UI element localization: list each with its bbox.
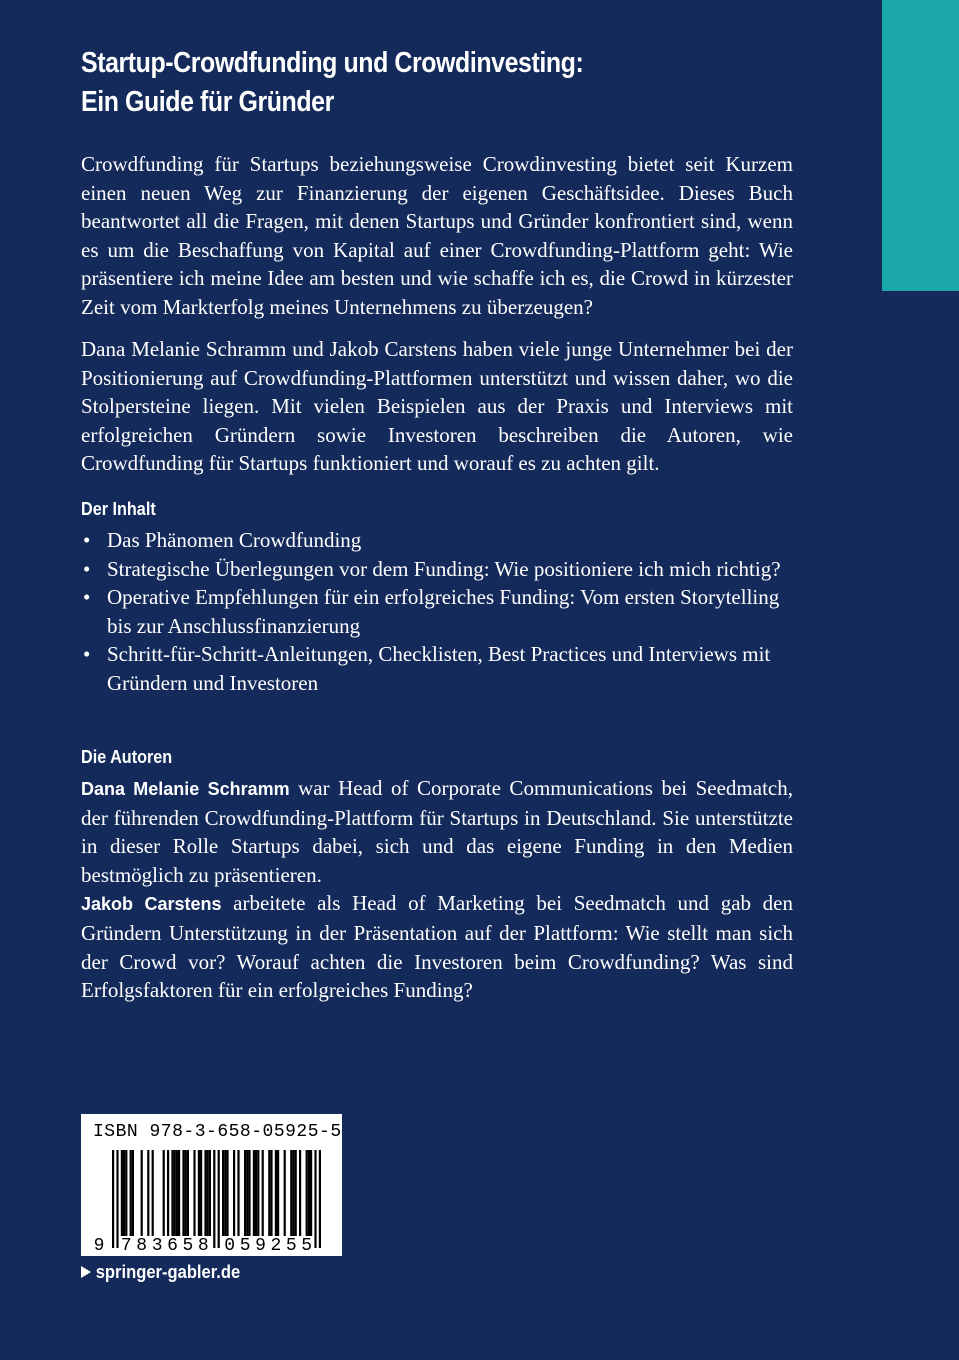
author-name: Dana Melanie Schramm (81, 779, 290, 799)
barcode-icon (81, 1114, 342, 1256)
barcode-bar (308, 1150, 310, 1236)
barcode-bar (185, 1150, 187, 1236)
list-item (81, 583, 793, 640)
ean-digit: 5 (239, 1236, 251, 1256)
barcode-bar (233, 1150, 235, 1236)
authors-section (81, 774, 793, 1005)
book-title (81, 44, 855, 122)
barcode-bar (257, 1150, 259, 1236)
ean-digit: 9 (255, 1236, 266, 1256)
list-item-text: Strategische Überlegungen vor dem Funding: Wie positioniere ich mich richtig? (107, 556, 781, 581)
authors-heading: Die Autoren (81, 747, 173, 767)
ean-digit: 5 (182, 1236, 194, 1256)
barcode-bar (275, 1150, 277, 1236)
barcode-bar (187, 1150, 189, 1236)
barcode-bar (292, 1150, 294, 1236)
barcode-bar (121, 1150, 123, 1236)
barcode-bar (182, 1150, 184, 1236)
barcode-bar (132, 1150, 134, 1236)
title-line-1: Startup-Crowdfunding und Crowdinvesting: (81, 47, 584, 79)
ean-digit: 2 (270, 1236, 282, 1256)
list-item (81, 555, 793, 584)
title-line-2: Ein Guide für Gründer (81, 86, 334, 118)
barcode-bar (204, 1150, 206, 1236)
barcode-guard-bar (112, 1150, 114, 1248)
barcode-bar (178, 1150, 180, 1236)
barcode-bar (147, 1150, 149, 1236)
ean-digit: 9 (93, 1236, 105, 1256)
list-item (81, 526, 793, 555)
contents-list (81, 526, 793, 698)
isbn-number: ISBN 978-3-658-05925-5 (93, 1122, 342, 1142)
author-bio-1 (81, 774, 793, 889)
barcode-guard-bar (213, 1150, 215, 1248)
ean-digit: 7 (120, 1236, 132, 1256)
author-bio-text: arbeitete als Head of Marketing bei Seedmatch und gab den Gründern Unterstützung in der Präsentation auf der Plattform: Wie stellt man sich der Crowd vor? Worauf achten die Investoren beim Crowdfunding? Was sind Erfolgsfaktoren für ein erfolgreiches Funding? (81, 891, 794, 1003)
barcode-bar (268, 1150, 270, 1236)
ean-digit: 5 (285, 1236, 297, 1256)
barcode-bar (295, 1150, 297, 1236)
barcode-bar (141, 1150, 143, 1236)
barcode-bar (123, 1150, 125, 1236)
contents-heading: Der Inhalt (81, 499, 156, 519)
barcode-bar (237, 1150, 239, 1236)
list-item (81, 640, 793, 697)
ean-digit: 5 (301, 1236, 313, 1256)
barcode-guard-bar (116, 1150, 118, 1248)
author-name: Jakob Carstens (81, 894, 222, 915)
ean-digit: 8 (136, 1236, 148, 1256)
bullet-icon: • (83, 642, 91, 667)
ean-digit: 3 (151, 1236, 163, 1256)
ean-digit: 6 (167, 1236, 178, 1256)
ean-digit: 8 (197, 1236, 209, 1256)
barcode-bar (224, 1150, 226, 1236)
arrow-right-icon (81, 1266, 91, 1278)
bullet-icon: • (83, 528, 91, 552)
barcode-bar (310, 1150, 312, 1236)
isbn-barcode (81, 1114, 342, 1256)
barcode-bar (244, 1150, 246, 1236)
publisher-url: springer-gabler.de (95, 1262, 241, 1282)
bullet-icon: • (83, 585, 91, 610)
author-bio-2 (81, 889, 793, 1004)
barcode-bar (270, 1150, 272, 1236)
barcode-bar (284, 1150, 286, 1236)
barcode-bar (290, 1150, 292, 1236)
barcode-bar (248, 1150, 250, 1236)
barcode-bar (174, 1150, 176, 1236)
barcode-bar (226, 1150, 228, 1236)
barcode-guard-bar (218, 1150, 220, 1248)
barcode-bar (193, 1150, 195, 1236)
barcode-bar (200, 1150, 202, 1236)
barcode-bar (277, 1150, 279, 1236)
barcode-bar (222, 1150, 224, 1236)
barcode-bar (253, 1150, 255, 1236)
barcode-bar (299, 1150, 301, 1236)
barcode-bar (306, 1150, 308, 1236)
barcode-bar (171, 1150, 173, 1236)
intro-paragraph-1: Crowdfunding für Startups beziehungsweise Crowdinvesting bietet seit Kurzem einen neuen Weg zur Finanzierung der eigenen Geschäftsidee. Dieses Buch beantwortet all die Fragen, mit denen Startups und Gründer konfrontiert sind, wenn es um die Beschaffung von Kapital auf einer Crowdfunding-Plattform geht: Wie präsentiere ich meine Idee am besten und wie schaffe ich es, die Crowd in kürzester Zeit vom Markterfolg meines Unternehmens zu überzeugen? (81, 152, 793, 319)
barcode-bar (209, 1150, 211, 1236)
barcode-bar (255, 1150, 257, 1236)
barcode-bar (262, 1150, 264, 1236)
author-bio-text: war Head of Corporate Communications bei Seedmatch, der führenden Crowdfunding-Plattform für Startups in Deutschland. Sie unterstützte in dieser Rolle Startups dabei, sich und das eigene Funding in den Medien bestmöglich zu präsentieren. (81, 776, 793, 887)
barcode-guard-bar (319, 1150, 321, 1248)
accent-bar (882, 0, 959, 291)
barcode-bar (163, 1150, 165, 1236)
intro-paragraph-2: Dana Melanie Schramm und Jakob Carstens haben viele junge Unternehmer bei der Positionierung auf Crowdfunding-Plattformen unterstützt und wissen daher, wo die Stolpersteine liegen. Mit vielen Beispielen aus der Praxis und Interviews mit erfolgreichen Gründern sowie Investoren beschreiben die Autoren, wie Crowdfunding für Startups funktioniert und worauf es zu achten gilt. (81, 337, 793, 476)
barcode-bar (246, 1150, 248, 1236)
barcode-bar (125, 1150, 127, 1236)
barcode-bar (207, 1150, 209, 1236)
barcode-bar (152, 1150, 154, 1236)
bullet-icon: • (83, 556, 91, 581)
barcode-bar (167, 1150, 169, 1236)
barcode-bar (176, 1150, 178, 1236)
list-item-text: Das Phänomen Crowdfunding (107, 528, 362, 552)
barcode-bar (198, 1150, 200, 1236)
list-item-text: Schritt-für-Schritt-Anleitungen, Checklisten, Best Practices und Interviews mit Gründern und Investoren (107, 642, 771, 695)
barcode-guard-bar (314, 1150, 316, 1248)
publisher-link[interactable] (81, 1262, 240, 1283)
list-item-text: Operative Empfehlungen für ein erfolgreiches Funding: Vom ersten Storytelling bis zur Anschlussfinanzierung (107, 585, 780, 638)
ean-digit: 0 (224, 1236, 236, 1256)
barcode-bar (130, 1150, 132, 1236)
